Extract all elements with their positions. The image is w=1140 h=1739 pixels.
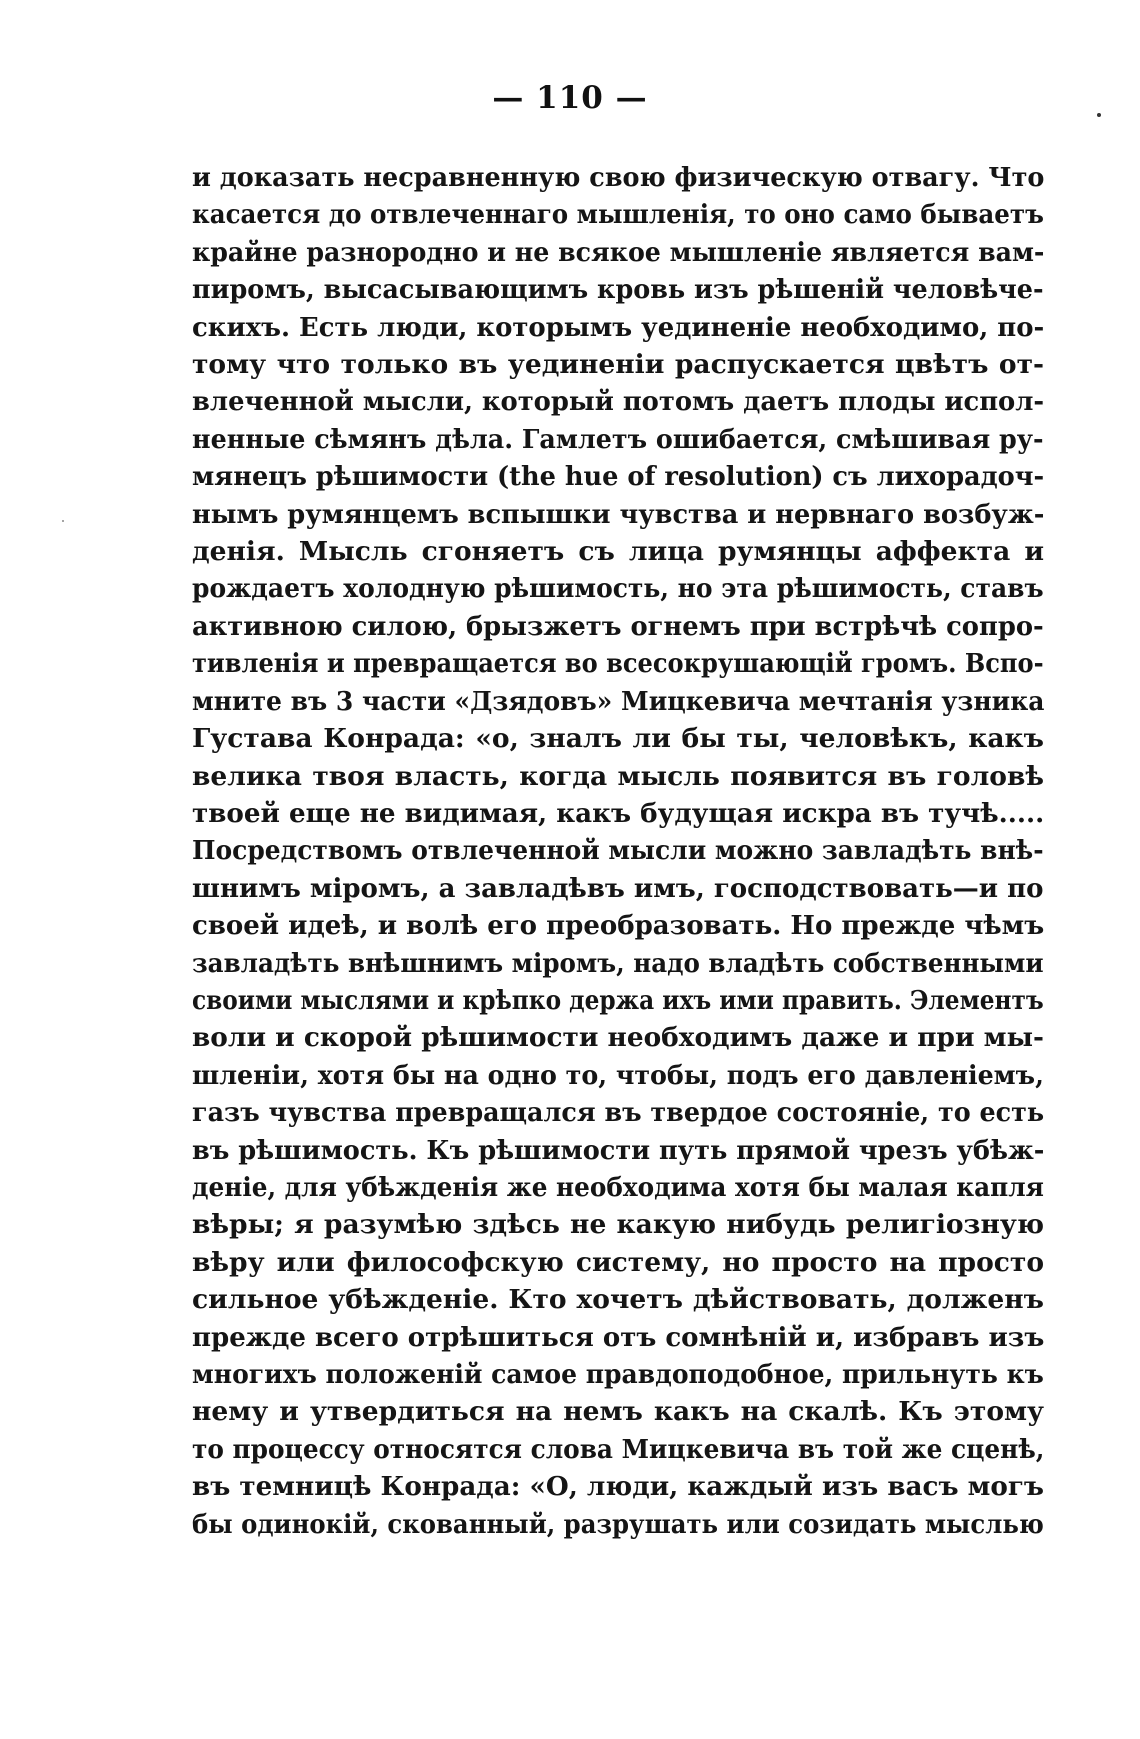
- text-line: прежде всего отрѣшиться отъ сомнѣній и, избравъ изъ: [192, 1321, 1045, 1353]
- text-line: денія. Мысль сгоняетъ съ лица румянцы аффекта и: [192, 536, 1044, 568]
- text-line: воли и скорой рѣшимости необходимъ даже и при мы-: [192, 1022, 1044, 1054]
- text-line: въ темницѣ Конрада: «О, люди, каждый изъ васъ могъ: [192, 1471, 1045, 1503]
- text-line: то процессу относятся слова Мицкевича въ той же сценѣ,: [192, 1433, 1045, 1465]
- text-line: газъ чувства превращался въ твердое состояніе, то есть: [192, 1097, 1045, 1129]
- text-line: шленіи, хотя бы на одно то, чтобы, подъ его давленіемъ,: [192, 1059, 1044, 1091]
- text-line: шнимъ міромъ, а завладѣвъ имъ, господствовать—и по: [192, 872, 1044, 904]
- text-line: нымъ румянцемъ вспышки чувства и нервнаго возбуж-: [192, 498, 1045, 530]
- text-line: влеченной мысли, который потомъ даетъ плоды испол-: [192, 386, 1045, 418]
- text-line: тивленія и превращается во всесокрушающій громъ. Вспо-: [192, 648, 1044, 680]
- text-line: Посредствомъ отвлеченной мысли можно завладѣть внѣ-: [192, 835, 1044, 867]
- text-line: велика твоя власть, когда мысль появится въ головѣ: [192, 760, 1044, 792]
- text-line: завладѣть внѣшнимъ міромъ, надо владѣть собственными: [192, 947, 1044, 979]
- text-line: многихъ положеній самое правдоподобное, прильнуть къ: [192, 1359, 1044, 1390]
- text-line: тому что только въ уединеніи распускается цвѣтъ от-: [192, 349, 1044, 381]
- text-line: пиромъ, высасывающимъ кровь изъ рѣшеній человѣче-: [192, 274, 1044, 306]
- text-line: ненные сѣмянъ дѣла. Гамлетъ ошибается, смѣшивая ру-: [192, 423, 1044, 455]
- text-line: своими мыслями и крѣпко держа ихъ ими править. Элементъ: [192, 984, 1044, 1016]
- print-speck: [62, 520, 64, 522]
- text-line: мните въ 3 части «Дзядовъ» Мицкевича мечтанія узника: [192, 685, 1045, 717]
- text-line: бы одинокій, скованный, разрушать или созидать мыслью: [192, 1508, 1044, 1540]
- text-line: нему и утвердиться на немъ какъ на скалѣ. Къ этому: [192, 1396, 1044, 1428]
- text-line: активною силою, брызжетъ огнемъ при встрѣчѣ сопро-: [192, 610, 1044, 642]
- body-text: [192, 159, 1044, 1543]
- text-line: скихъ. Есть люди, которымъ уединеніе необходимо, по-: [192, 311, 1045, 343]
- text-line: и доказать несравненную свою физическую отвагу. Что: [192, 162, 1045, 193]
- text-line: въ рѣшимость. Къ рѣшимости путь прямой чрезъ убѣж-: [192, 1134, 1045, 1166]
- text-line: своей идеѣ, и волѣ его преобразовать. Но прежде чѣмъ: [192, 910, 1045, 942]
- text-line: мянецъ рѣшимости (the hue of resolution) съ лихорадоч-: [192, 461, 1045, 493]
- text-line: крайне разнородно и не всякое мышленіе является вам-: [192, 236, 1045, 268]
- text-line: рождаетъ холодную рѣшимость, но эта рѣшимость, ставъ: [192, 573, 1044, 605]
- text-line: Густава Конрада: «о, зналъ ли бы ты, человѣкъ, какъ: [192, 723, 1044, 755]
- text-line: деніе, для убѣжденія же необходима хотя бы малая капля: [192, 1171, 1044, 1203]
- text-line: вѣру или философскую систему, но просто на просто: [192, 1246, 1044, 1278]
- print-speck: [1097, 113, 1101, 117]
- page-number: — 110 —: [492, 80, 648, 116]
- text-line: сильное убѣжденіе. Кто хочетъ дѣйствовать, долженъ: [192, 1284, 1044, 1316]
- text-line: касается до отвлеченнаго мышленія, то оно само бываетъ: [192, 199, 1044, 231]
- text-line: твоей еще не видимая, какъ будущая искра въ тучѣ.....: [192, 797, 1045, 829]
- text-line: вѣры; я разумѣю здѣсь не какую нибудь религіозную: [192, 1209, 1044, 1241]
